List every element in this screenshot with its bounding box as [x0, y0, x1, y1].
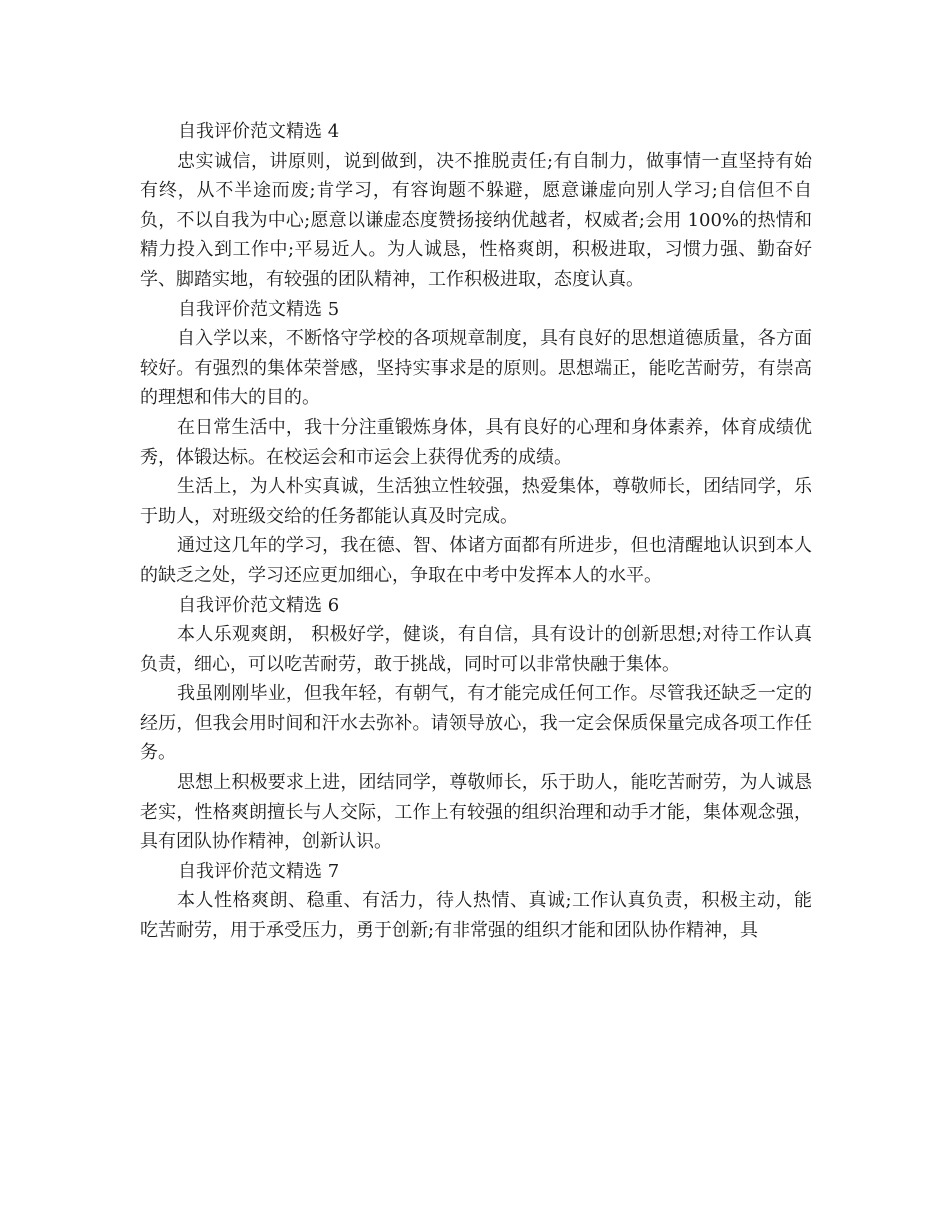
- section-paragraph: 本人乐观爽朗， 积极好学，健谈，有自信，具有设计的创新思想;对待工作认真负责，细心，可以吃苦耐劳，敢于挑战，同时可以非常快融于集体。: [140, 624, 812, 675]
- section-paragraph: 在日常生活中，我十分注重锻炼身体，具有良好的心理和身体素养，体育成绩优秀，体锻达标。在校运会和市运会上获得优秀的成绩。: [140, 416, 812, 468]
- section-paragraph: 通过这几年的学习，我在德、智、体诸方面都有所进步，但也清醒地认识到本人的缺乏之处，学习还应更加细心，争取在中考中发挥本人的水平。: [140, 535, 812, 586]
- section-paragraph: 忠实诚信，讲原则，说到做到，决不推脱责任;有自制力，做事情一直坚持有始有终，从不半途而废;肯学习，有容询题不躲避，愿意谦虚向别人学习;自信但不自负，不以自我为中心;愿意以谦虚态度赞扬接纳优越者，权威者;会用 100%的热情和精力投入到工作中;平易近人。为人诚恳，性格爽朗，积极进取，习惯力强、勤奋好学、脚踏实地，有较强的团队精神，工作积极进取，态度认真。: [140, 150, 812, 290]
- section-heading: 自我评价范文精选 4: [178, 121, 340, 142]
- section-paragraph: 本人性格爽朗、稳重、有活力，待人热情、真诚;工作认真负责，积极主动，能吃苦耐劳，用于承受压力，勇于创新;有非常强的组织才能和团队协作精神，具: [140, 890, 812, 942]
- section-paragraph: 自入学以来，不断恪守学校的各项规章制度，具有良好的思想道德质量，各方面较好。有强烈的集体荣誉感，坚持实事求是的原则。思想端正，能吃苦耐劳，有崇高的理想和伟大的目的。: [140, 328, 812, 409]
- section-paragraph: 生活上，为人朴实真诚，生活独立性较强，热爱集体，尊敬师长，团结同学，乐于助人，对班级交给的任务都能认真及时完成。: [140, 476, 812, 527]
- section-heading: 自我评价范文精选 7: [178, 860, 340, 882]
- section-heading: 自我评价范文精选 6: [178, 594, 340, 616]
- document-body: [140, 117, 812, 946]
- section-heading: 自我评价范文精选 5: [178, 298, 340, 320]
- section-paragraph: 思想上积极要求上进，团结同学，尊敬师长，乐于助人，能吃苦耐劳，为人诚恳老实，性格爽朗擅长与人交际，工作上有较强的组织治理和动手才能，集体观念强，具有团队协作精神，创新认识。: [140, 772, 812, 853]
- section-paragraph: 我虽刚刚毕业，但我年轻，有朝气，有才能完成任何工作。尽管我还缺乏一定的经历，但我会用时间和汗水去弥补。请领导放心，我一定会保质保量完成各项工作任务。: [140, 683, 812, 764]
